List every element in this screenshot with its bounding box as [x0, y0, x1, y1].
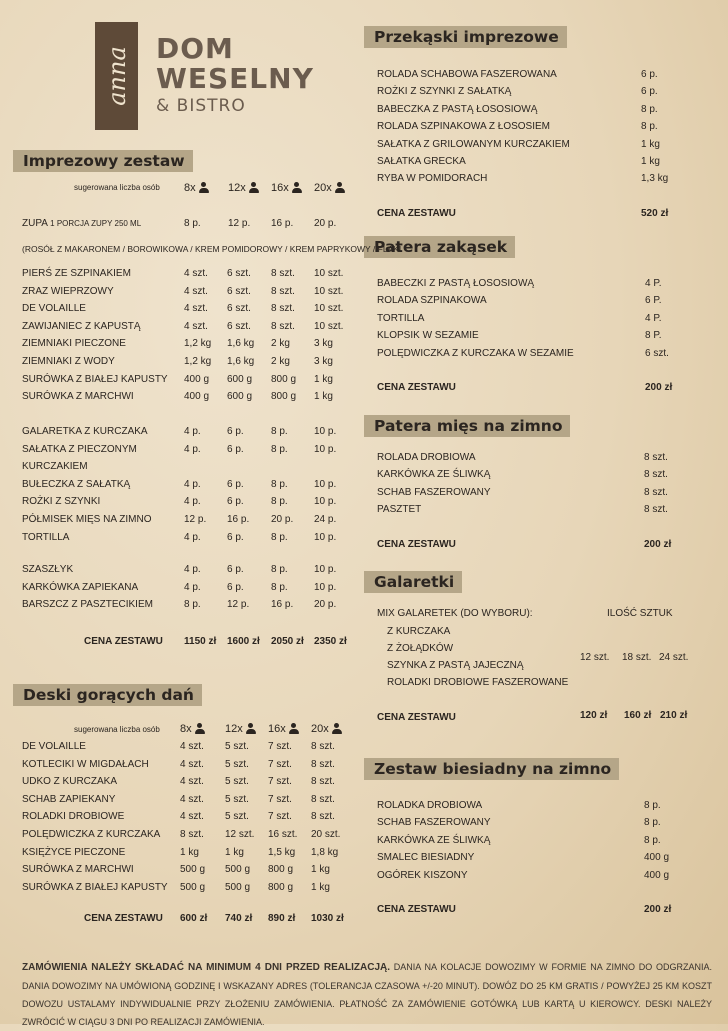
person-icon: [199, 182, 209, 193]
menu-item-qty: 1,2 kg: [184, 356, 212, 367]
section-title-biesiadny: Zestaw biesiadny na zimno: [364, 758, 619, 780]
price: 2350 zł: [314, 636, 347, 647]
menu-item-qty: 6 szt.: [227, 320, 251, 332]
imprezowy-price-label: CENA ZESTAWU: [84, 636, 163, 647]
menu-item-qty: 8 szt.: [644, 486, 668, 498]
suggest-label: sugerowana liczba osób: [74, 183, 160, 192]
col-header: 12x: [225, 723, 256, 735]
menu-item-qty: 6 p.: [227, 478, 244, 490]
menu-item-qty: 1 kg: [641, 138, 660, 150]
menu-item-name: TORTILLA: [22, 531, 70, 543]
menu-item-name: ZIEMNIAKI PIECZONE: [22, 338, 126, 350]
menu-item-qty: 16 p.: [227, 514, 250, 525]
menu-item-qty: 8 p.: [271, 496, 288, 508]
menu-item-qty: 6 p.: [641, 69, 658, 80]
zupa-value: 12 p.: [228, 218, 251, 229]
col-header: 20x: [314, 182, 345, 194]
menu-item-qty: 4 p.: [184, 478, 201, 490]
menu-item-qty: 5 szt.: [225, 793, 249, 805]
section-title-patera-zakasek: Patera zakąsek: [364, 236, 515, 258]
col-header: 16x: [268, 723, 299, 735]
menu-item-qty: 1 kg: [314, 373, 333, 385]
menu-item-qty: 8 szt.: [271, 303, 295, 315]
menu-item-qty: 8 p.: [644, 817, 661, 829]
menu-item-qty: 1 kg: [314, 391, 333, 403]
menu-item-qty: 600 g: [227, 373, 253, 385]
menu-item-qty: 4 szt.: [184, 285, 208, 297]
price: 1030 zł: [311, 913, 344, 924]
menu-item-qty: 20 p.: [314, 599, 337, 611]
menu-item-qty: 400 g: [184, 391, 210, 403]
menu-item-qty: 8 szt.: [644, 452, 668, 463]
price: 890 zł: [268, 913, 296, 924]
menu-item-qty: 6 P.: [645, 295, 662, 307]
menu-item-name: ROLADKA DROBIOWA: [377, 800, 483, 811]
menu-item-qty: 10 szt.: [314, 268, 344, 279]
menu-item-qty: 4 p.: [184, 531, 201, 543]
menu-item-name: BUŁECZKA Z SAŁATKĄ: [22, 478, 131, 490]
menu-item-qty: 400 g: [644, 852, 670, 864]
menu-item-qty: 12 szt.: [225, 829, 255, 840]
deski-price-label: CENA ZESTAWU: [84, 913, 163, 924]
menu-item-qty: 7 szt.: [268, 758, 292, 770]
menu-item-qty: 4 szt.: [180, 741, 204, 752]
menu-item-qty: 500 g: [180, 881, 206, 893]
price: 1600 zł: [227, 636, 260, 647]
menu-item-qty: 24 p.: [314, 514, 337, 525]
galaretki-qty: 18 szt.: [622, 652, 652, 663]
section-title-deski: Deski gorących dań: [13, 684, 202, 706]
person-icon: [249, 182, 259, 193]
menu-item-name: GALARETKA Z KURCZAKA: [22, 426, 148, 437]
brand-line-2: WESELNY: [156, 62, 314, 95]
galaretki-qty: 24 szt.: [659, 652, 689, 663]
menu-item-name: SCHAB FASZEROWANY: [377, 486, 491, 498]
galaretki-qty-label: ILOŚĆ SZTUK: [607, 608, 673, 619]
menu-item-qty: 10 p.: [314, 564, 337, 575]
menu-item-qty: 1 kg: [311, 881, 330, 893]
menu-item-qty: 6 p.: [227, 564, 244, 575]
menu-item-name: ROLADA SCHABOWA FASZEROWANA: [377, 69, 557, 80]
menu-item-qty: 12 p.: [184, 514, 207, 525]
menu-item-name: SMALEC BIESIADNY: [377, 852, 475, 864]
menu-item-qty: 1,3 kg: [641, 173, 669, 185]
menu-item-name: ZAWIJANIEC Z KAPUSTĄ: [22, 320, 141, 332]
menu-item-qty: 1,5 kg: [268, 846, 296, 858]
col-header: 16x: [271, 182, 302, 194]
menu-item-qty: 8 szt.: [271, 285, 295, 297]
menu-item-qty: 10 szt.: [314, 303, 344, 315]
menu-item-name: BABECZKI Z PASTĄ ŁOSOSIOWĄ: [377, 278, 535, 289]
menu-item-qty: 2 kg: [271, 356, 290, 367]
menu-item-name: BABECZKA Z PASTĄ ŁOSOSIOWĄ: [377, 103, 538, 115]
menu-item-name: RYBA W POMIDORACH: [377, 173, 488, 185]
person-icon: [246, 723, 256, 734]
menu-item-qty: 6 p.: [227, 581, 244, 593]
menu-item-name: KOTLECIKI W MIGDAŁACH: [22, 758, 149, 770]
person-icon: [332, 723, 342, 734]
menu-item-qty: 6 szt.: [645, 347, 669, 359]
menu-item-name: ROLADA SZPINAKOWA Z ŁOSOSIEM: [377, 121, 551, 133]
menu-item-name: TORTILLA: [377, 312, 425, 324]
section-title-przekaski: Przekąski imprezowe: [364, 26, 567, 48]
menu-item-name: ZIEMNIAKI Z WODY: [22, 356, 115, 367]
menu-item-qty: 10 szt.: [314, 320, 344, 332]
menu-item-qty: 8 szt.: [644, 504, 668, 516]
section-title-galaretki: Galaretki: [364, 571, 462, 593]
price: 520 zł: [641, 208, 669, 219]
menu-item-name: KLOPSIK W SEZAMIE: [377, 330, 479, 342]
galaretki-item: Z ŻOŁĄDKÓW: [387, 643, 454, 654]
brand-line-3: & BISTRO: [156, 96, 246, 116]
menu-item-name: ROŻKI Z SZYNKI Z SAŁATKĄ: [377, 86, 512, 98]
menu-item-name: KSIĘŻYCE PIECZONE: [22, 846, 126, 858]
menu-item-qty: 16 p.: [271, 599, 294, 611]
menu-item-qty: 3 kg: [314, 356, 333, 367]
menu-item-name: KURCZAKIEM: [22, 461, 88, 473]
menu-item-qty: 1 kg: [225, 846, 244, 858]
person-icon: [335, 182, 345, 193]
menu-item-qty: 4 szt.: [184, 268, 208, 279]
menu-item-qty: 4 szt.: [180, 793, 204, 805]
menu-item-name: BARSZCZ Z PASZTECIKIEM: [22, 599, 153, 611]
menu-item-qty: 8 p.: [271, 426, 288, 437]
brand-line-1: DOM: [156, 32, 234, 65]
menu-item-qty: 1 kg: [180, 846, 199, 858]
menu-item-qty: 8 p.: [271, 564, 288, 575]
menu-item-name: SURÓWKA Z MARCHWI: [22, 391, 134, 403]
price: 740 zł: [225, 913, 253, 924]
galaretki-item: ROLADKI DROBIOWE FASZEROWANE: [387, 677, 569, 688]
price: 210 zł: [660, 710, 688, 721]
menu-item-qty: 1 kg: [311, 864, 330, 876]
menu-item-qty: 5 szt.: [225, 758, 249, 770]
menu-item-name: SCHAB ZAPIEKANY: [22, 793, 116, 805]
menu-item-qty: 7 szt.: [268, 793, 292, 805]
menu-item-qty: 1 kg: [641, 156, 660, 167]
price-label: CENA ZESTAWU: [377, 382, 456, 393]
menu-item-qty: 10 p.: [314, 531, 337, 543]
menu-item-qty: 800 g: [268, 864, 294, 876]
menu-item-qty: 500 g: [180, 864, 206, 876]
suggest-label: sugerowana liczba osób: [74, 725, 160, 734]
menu-item-qty: 8 szt.: [311, 741, 335, 752]
menu-item-name: SURÓWKA Z BIAŁEJ KAPUSTY: [22, 373, 168, 385]
menu-item-qty: 4 szt.: [180, 776, 204, 788]
menu-item-qty: 10 p.: [314, 581, 337, 593]
zupa-value: 16 p.: [271, 218, 294, 229]
menu-item-qty: 8 szt.: [311, 758, 335, 770]
menu-item-name: KARKÓWKA ZE ŚLIWKĄ: [377, 469, 491, 481]
menu-item-qty: 7 szt.: [268, 741, 292, 752]
menu-item-name: ROŻKI Z SZYNKI: [22, 496, 101, 508]
menu-item-qty: 4 szt.: [180, 758, 204, 770]
menu-item-qty: 10 p.: [314, 496, 337, 508]
menu-item-qty: 5 szt.: [225, 741, 249, 752]
menu-item-qty: 2 kg: [271, 338, 290, 350]
menu-item-qty: 12 p.: [227, 599, 250, 611]
price: 120 zł: [580, 710, 608, 721]
menu-item-qty: 8 P.: [645, 330, 662, 342]
galaretki-qty: 12 szt.: [580, 652, 610, 663]
menu-item-qty: 1,6 kg: [227, 338, 255, 350]
menu-item-name: UDKO Z KURCZAKA: [22, 776, 118, 788]
menu-item-qty: 6 p.: [227, 531, 244, 543]
menu-item-name: SCHAB FASZEROWANY: [377, 817, 491, 829]
menu-item-qty: 1,2 kg: [184, 338, 212, 350]
menu-item-qty: 6 szt.: [227, 303, 251, 315]
menu-item-qty: 4 szt.: [184, 303, 208, 315]
menu-item-qty: 1,6 kg: [227, 356, 255, 367]
menu-item-name: SURÓWKA Z MARCHWI: [22, 864, 134, 876]
menu-item-qty: 16 szt.: [268, 829, 298, 840]
col-header: 8x: [180, 723, 205, 735]
menu-item-name: ROLADKI DROBIOWE: [22, 811, 125, 823]
menu-item-qty: 8 szt.: [180, 829, 204, 840]
menu-item-name: ROLADA DROBIOWA: [377, 452, 476, 463]
menu-item-qty: 10 p.: [314, 426, 337, 437]
menu-item-qty: 6 p.: [641, 86, 658, 98]
menu-item-qty: 4 szt.: [184, 320, 208, 332]
zupa-label: ZUPA 1 PORCJA ZUPY 250 ML: [22, 218, 142, 229]
menu-item-name: SZASZŁYK: [22, 564, 74, 575]
menu-item-qty: 10 p.: [314, 478, 337, 490]
menu-item-qty: 5 szt.: [225, 811, 249, 823]
footer-note: [22, 958, 712, 1031]
menu-item-qty: 8 p.: [271, 443, 288, 455]
price: 600 zł: [180, 913, 208, 924]
galaretki-mix: MIX GALARETEK (DO WYBORU):: [377, 608, 533, 619]
menu-item-name: PÓŁMISEK MIĘS NA ZIMNO: [22, 514, 152, 525]
menu-item-name: KARKÓWKA ZAPIEKANA: [22, 581, 139, 593]
price: 200 zł: [644, 904, 672, 915]
menu-item-qty: 500 g: [225, 864, 251, 876]
menu-item-name: KARKÓWKA ZE ŚLIWKĄ: [377, 834, 491, 846]
price-label: CENA ZESTAWU: [377, 904, 456, 915]
person-icon: [292, 182, 302, 193]
person-icon: [289, 723, 299, 734]
menu-item-qty: 6 p.: [227, 426, 244, 437]
footer-text: DANIA NA KOLACJE DOWOZIMY W FORMIE NA ZIMNO DO ODGRZANIA. DANIA DOWOZIMY NA UMÓWIONĄ GODZINĘ I WSKAZANY ADRES (TOLERANCJA CZASOWA +/-20 MINUT). DOWÓZ DO 25 KM GRATIS / POWYŻEJ 25 KM KOSZT DOWOZU USTALAMY INDYWIDUALNIE PRZY ZŁOŻENIU ZAMÓWIENIA. PŁATNOŚĆ ZA ZAMÓWIENIE GOTÓWKĄ LUB KARTĄ U KIEROWCY. DESKI NALEŻY ZWRÓCIĆ W CIĄGU 3 DNI PO REALIZACJI ZAMÓWIENIA.: [22, 962, 712, 1027]
menu-item-qty: 3 kg: [314, 338, 333, 350]
logo-script: anna: [102, 46, 131, 106]
menu-item-qty: 4 szt.: [180, 811, 204, 823]
col-header: 12x: [228, 182, 259, 194]
menu-item-qty: 5 szt.: [225, 776, 249, 788]
menu-item-qty: 7 szt.: [268, 811, 292, 823]
menu-item-qty: 8 p.: [641, 103, 658, 115]
menu-item-name: ROLADA SZPINAKOWA: [377, 295, 487, 307]
menu-item-qty: 8 p.: [184, 599, 201, 611]
col-header: 20x: [311, 723, 342, 735]
menu-item-qty: 400 g: [644, 869, 670, 881]
menu-item-qty: 4 p.: [184, 496, 201, 508]
menu-item-qty: 4 P.: [645, 278, 662, 289]
price-label: CENA ZESTAWU: [377, 539, 456, 550]
menu-item-name: POLĘDWICZKA Z KURCZAKA: [22, 829, 161, 840]
menu-item-qty: 8 szt.: [271, 268, 295, 279]
menu-item-qty: 8 szt.: [311, 776, 335, 788]
menu-item-qty: 8 szt.: [311, 793, 335, 805]
menu-item-qty: 20 p.: [271, 514, 294, 525]
galaretki-item: Z KURCZAKA: [387, 626, 451, 637]
col-header: 8x: [184, 182, 209, 194]
menu-item-qty: 20 szt.: [311, 829, 341, 840]
menu-item-name: OGÓREK KISZONY: [377, 869, 468, 881]
menu-item-name: SURÓWKA Z BIAŁEJ KAPUSTY: [22, 881, 168, 893]
footer-bold: ZAMÓWIENIA NALEŻY SKŁADAĆ NA MINIMUM 4 DNI PRZED REALIZACJĄ.: [22, 962, 391, 973]
menu-item-qty: 8 szt.: [311, 811, 335, 823]
menu-item-qty: 8 p.: [271, 531, 288, 543]
menu-item-name: SAŁATKA Z GRILOWANYM KURCZAKIEM: [377, 138, 570, 150]
menu-item-qty: 800 g: [271, 373, 297, 385]
menu-item-name: ZRAZ WIEPRZOWY: [22, 285, 114, 297]
menu-item-qty: 6 szt.: [227, 268, 251, 279]
galaretki-item: SZYNKA Z PASTĄ JAJECZNĄ: [387, 660, 524, 671]
menu-item-qty: 8 p.: [644, 834, 661, 846]
menu-item-qty: 8 szt.: [271, 320, 295, 332]
zupa-value: 8 p.: [184, 218, 201, 229]
menu-item-qty: 8 p.: [271, 478, 288, 490]
soup-options: (ROSÓŁ Z MAKARONEM / BOROWIKOWA / KREM POMIDOROWY / KREM PAPRYKOWY / FLAKI: [22, 244, 402, 254]
menu-item-name: DE VOLAILLE: [22, 303, 86, 315]
menu-item-qty: 1,8 kg: [311, 846, 339, 858]
menu-item-name: SAŁATKA GRECKA: [377, 156, 466, 167]
price-label: CENA ZESTAWU: [377, 208, 456, 219]
menu-item-name: PIERŚ ZE SZPINAKIEM: [22, 268, 131, 279]
menu-item-qty: 4 P.: [645, 312, 662, 324]
menu-item-qty: 4 p.: [184, 564, 201, 575]
menu-item-qty: 7 szt.: [268, 776, 292, 788]
menu-item-qty: 10 p.: [314, 443, 337, 455]
menu-item-qty: 4 p.: [184, 581, 201, 593]
menu-item-qty: 600 g: [227, 391, 253, 403]
menu-item-name: SAŁATKA Z PIECZONYM: [22, 443, 137, 455]
menu-item-name: DE VOLAILLE: [22, 741, 86, 752]
zupa-value: 20 p.: [314, 218, 337, 229]
menu-item-name: PASZTET: [377, 504, 422, 516]
menu-item-qty: 4 p.: [184, 443, 201, 455]
menu-item-qty: 8 p.: [641, 121, 658, 133]
menu-item-qty: 8 p.: [271, 581, 288, 593]
menu-item-qty: 6 szt.: [227, 285, 251, 297]
menu-item-qty: 10 szt.: [314, 285, 344, 297]
menu-item-qty: 8 szt.: [644, 469, 668, 481]
menu-item-name: POLĘDWICZKA Z KURCZAKA W SEZAMIE: [377, 347, 574, 359]
price: 1150 zł: [184, 636, 217, 647]
section-title-imprezowy: Imprezowy zestaw: [13, 150, 193, 172]
person-icon: [195, 723, 205, 734]
price: 160 zł: [624, 710, 652, 721]
menu-item-qty: 500 g: [225, 881, 251, 893]
price-label: CENA ZESTAWU: [377, 712, 456, 723]
menu-item-qty: 8 p.: [644, 800, 661, 811]
menu-item-qty: 6 p.: [227, 443, 244, 455]
menu-item-qty: 400 g: [184, 373, 210, 385]
menu-item-qty: 800 g: [268, 881, 294, 893]
menu-item-qty: 800 g: [271, 391, 297, 403]
menu-item-qty: 4 p.: [184, 426, 201, 437]
price: 200 zł: [645, 382, 673, 393]
price: 2050 zł: [271, 636, 304, 647]
menu-item-qty: 6 p.: [227, 496, 244, 508]
price: 200 zł: [644, 539, 672, 550]
section-title-patera-mies: Patera mięs na zimno: [364, 415, 570, 437]
